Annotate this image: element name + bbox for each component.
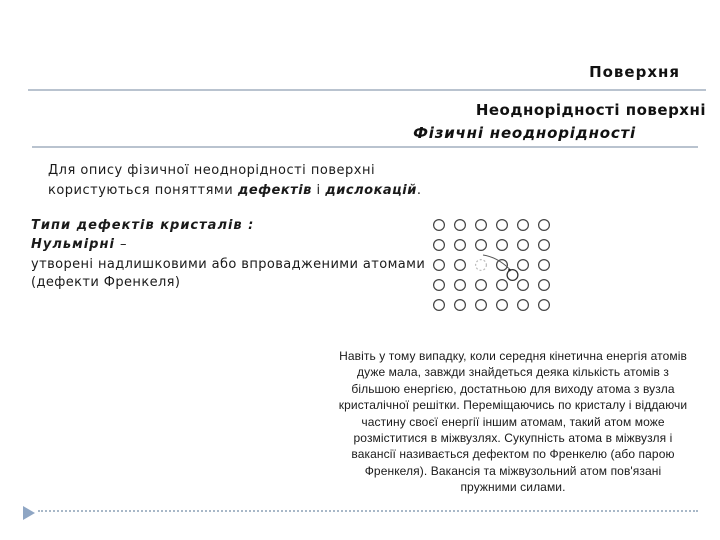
term-defects: дефектів <box>237 183 312 198</box>
zero-dim-label: Нульмірні <box>31 237 115 252</box>
lattice-atom <box>518 240 529 251</box>
triangle-right-icon[interactable] <box>22 505 36 521</box>
defect-types-heading: Типи дефектів кристалів : <box>31 218 255 233</box>
lattice-atom <box>455 300 466 311</box>
lattice-atom <box>539 220 550 231</box>
intro-suffix: . <box>416 183 422 198</box>
frenkel-explanation: Навіть у тому випадку, коли середня кінетична енергія атомів дуже мала, завжди знайдеться деяка кількість атомів з більшою енергією, достатньою для виходу атома з вузла кристалічної решітки. Переміщаючись по кристалу і віддаючи частину своєї енергії іншим атомам, такий атом може розміститися в міжвузлях. Сукупність атома в міжвузля і вакансії називається дефектом по Френкелю (або парою Френкеля). Вакансія та міжвузольний атом пов'язані пружними силами. <box>338 349 688 495</box>
lattice-atom <box>476 300 487 311</box>
lattice-atom <box>434 280 445 291</box>
intro-prefix: Для опису фізичної неоднорідності поверхні користуються поняттями <box>48 163 376 198</box>
lattice-atom <box>539 240 550 251</box>
zero-dim-desc-line1: утворені надлишковими або впровадженими атомами <box>31 257 426 272</box>
section-divider <box>32 146 698 148</box>
title-divider <box>28 89 706 91</box>
lattice-atom <box>518 300 529 311</box>
lattice-atom <box>497 220 508 231</box>
lattice-atom <box>434 300 445 311</box>
lattice-atom <box>518 280 529 291</box>
lattice-atom <box>455 240 466 251</box>
frenkel-lattice-diagram <box>425 210 555 315</box>
lattice-atom <box>434 220 445 231</box>
slide-title: Поверхня <box>589 63 680 81</box>
migration-path <box>483 255 510 269</box>
lattice-atom <box>539 280 550 291</box>
lattice-vacancy <box>476 260 487 271</box>
lattice-atom <box>518 260 529 271</box>
lattice-atom <box>539 300 550 311</box>
lattice-atom <box>455 220 466 231</box>
lattice-atom <box>497 280 508 291</box>
lattice-atom <box>497 240 508 251</box>
zero-dim-line <box>31 237 128 252</box>
lattice-atom <box>497 300 508 311</box>
lattice-atom <box>539 260 550 271</box>
lattice-atom <box>476 240 487 251</box>
zero-dim-desc-line2: (дефекти Френкеля) <box>31 275 181 290</box>
footer-divider <box>38 510 698 512</box>
lattice-atom <box>434 260 445 271</box>
term-dislocations: дислокацій <box>325 183 417 198</box>
lattice-atom <box>497 260 508 271</box>
lattice-atom <box>434 240 445 251</box>
intro-between: і <box>311 183 326 198</box>
intro-paragraph <box>48 161 468 201</box>
lattice-atom <box>476 280 487 291</box>
section-title: Фізичні неоднорідності <box>413 124 636 142</box>
lattice-atom <box>455 260 466 271</box>
migration-arrowhead <box>508 269 511 272</box>
lattice-atom <box>476 220 487 231</box>
zero-dim-dash: – <box>114 237 128 252</box>
lattice-atom <box>455 280 466 291</box>
zero-dim-description <box>31 256 431 292</box>
lattice-atom <box>518 220 529 231</box>
interstitial-atom <box>507 270 518 281</box>
slide-subtitle: Неоднорідності поверхні <box>475 101 706 119</box>
